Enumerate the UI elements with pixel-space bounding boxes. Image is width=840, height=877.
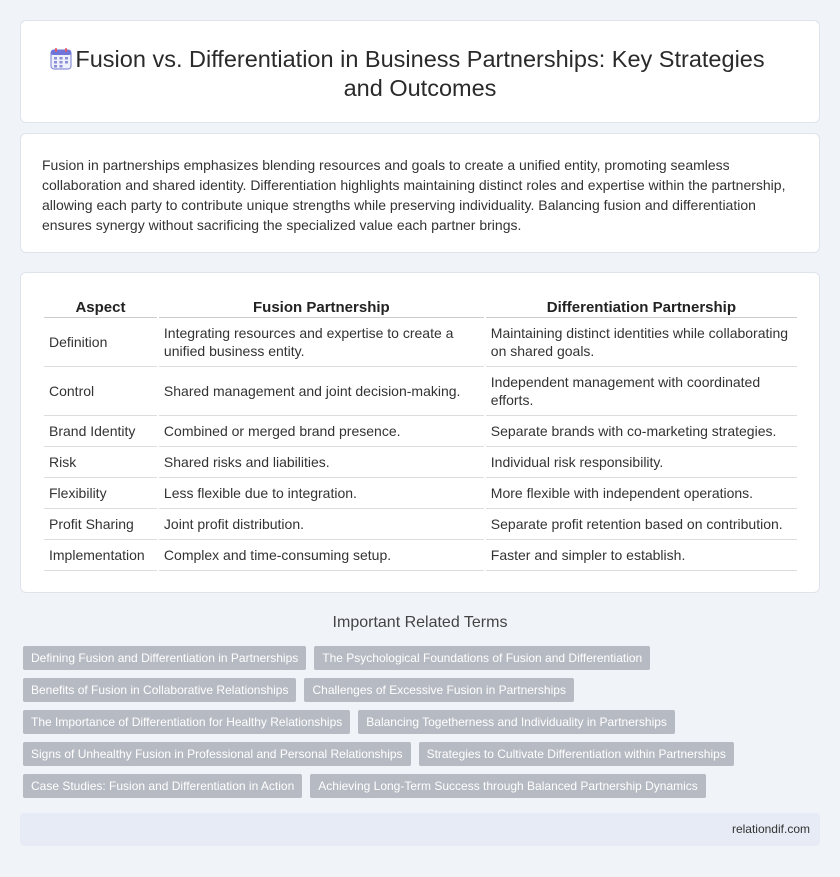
related-term-tag[interactable]: Challenges of Excessive Fusion in Partnerships [304,678,573,702]
related-term-tag[interactable]: Strategies to Cultivate Differentiation within Partnerships [419,742,734,766]
tag-row [23,646,823,678]
cell-differentiation: Individual risk responsibility. [486,447,797,478]
cell-aspect: Definition [44,318,157,367]
cell-fusion: Combined or merged brand presence. [159,416,484,447]
tag-row [23,742,823,774]
comparison-table [42,298,799,571]
page-title: Fusion vs. Differentiation in Business Partnerships: Key Strategies and Outcomes [75,46,765,101]
cell-aspect: Profit Sharing [44,509,157,540]
cell-differentiation: Maintaining distinct identities while collaborating on shared goals. [486,318,797,367]
table-row [44,447,797,478]
table-row [44,509,797,540]
tag-row [23,774,823,806]
cell-fusion: Shared management and joint decision-making. [159,367,484,416]
comparison-card [20,272,820,593]
table-row [44,367,797,416]
cell-aspect: Brand Identity [44,416,157,447]
tag-row [23,678,823,710]
cell-aspect: Risk [44,447,157,478]
cell-differentiation: Faster and simpler to establish. [486,540,797,571]
related-term-tag[interactable]: Defining Fusion and Differentiation in Partnerships [23,646,306,670]
related-term-tag[interactable]: The Psychological Foundations of Fusion and Differentiation [314,646,650,670]
table-row [44,540,797,571]
table-row [44,478,797,509]
tag-row [23,710,823,742]
header-card [20,20,820,123]
related-term-tag[interactable]: Benefits of Fusion in Collaborative Relationships [23,678,296,702]
header-differentiation: Differentiation Partnership [486,298,797,318]
related-term-tag[interactable]: The Importance of Differentiation for Healthy Relationships [23,710,350,734]
header-aspect: Aspect [44,298,157,318]
table-header-row [44,298,797,318]
table-row [44,318,797,367]
table-row [44,416,797,447]
related-terms-title: Important Related Terms [332,614,508,631]
footer [20,813,820,846]
cell-aspect: Implementation [44,540,157,571]
cell-differentiation: Separate profit retention based on contribution. [486,509,797,540]
cell-differentiation: Separate brands with co-marketing strategies. [486,416,797,447]
related-terms-tags [23,646,823,806]
cell-fusion: Joint profit distribution. [159,509,484,540]
footer-site-link[interactable]: relationdif.com [731,822,810,836]
related-term-tag[interactable]: Case Studies: Fusion and Differentiation in Action [23,774,302,798]
cell-fusion: Integrating resources and expertise to create a unified business entity. [159,318,484,367]
header-fusion: Fusion Partnership [159,298,484,318]
cell-fusion: Shared risks and liabilities. [159,447,484,478]
related-term-tag[interactable]: Signs of Unhealthy Fusion in Professional and Personal Relationships [23,742,411,766]
cell-fusion: Complex and time-consuming setup. [159,540,484,571]
cell-aspect: Flexibility [44,478,157,509]
cell-differentiation: Independent management with coordinated efforts. [486,367,797,416]
cell-fusion: Less flexible due to integration. [159,478,484,509]
intro-paragraph: Fusion in partnerships emphasizes blending resources and goals to create a unified entity, promoting seamless collaboration and shared identity. Differentiation highlights maintaining distinct roles and expertise within the partnership, allowing each party to contribute unique strengths while preserving individuality. Balancing fusion and differentiation ensures synergy without sacrificing the specialized value each partner brings. [42,157,786,233]
intro-card [20,133,820,253]
cell-differentiation: More flexible with independent operations. [486,478,797,509]
cell-aspect: Control [44,367,157,416]
related-term-tag[interactable]: Balancing Togetherness and Individuality in Partnerships [358,710,675,734]
related-term-tag[interactable]: Achieving Long-Term Success through Balanced Partnership Dynamics [310,774,706,798]
